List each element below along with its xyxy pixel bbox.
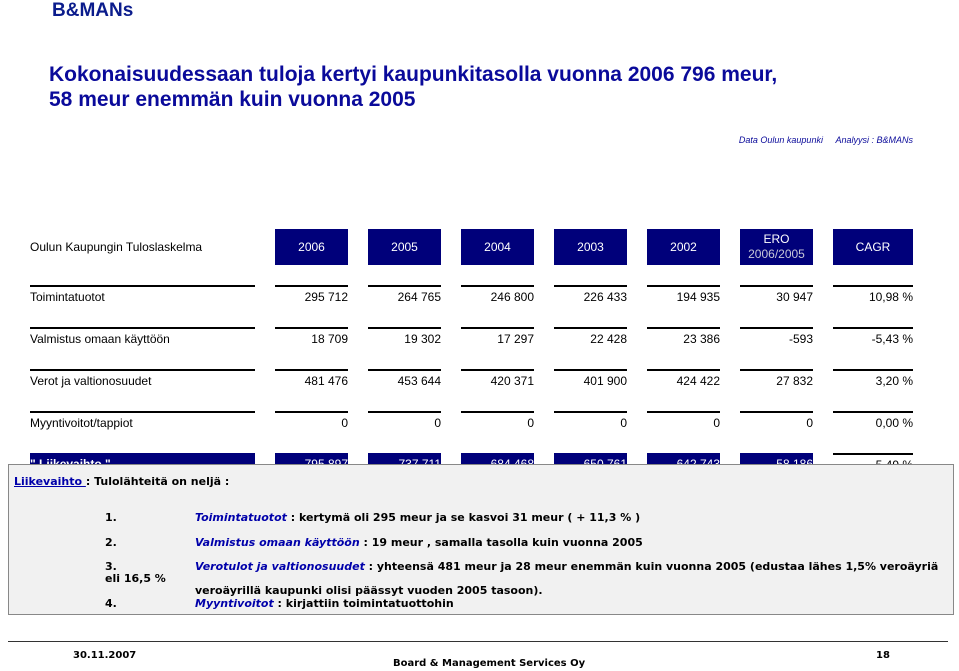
footer-divider [8,641,948,642]
note-keyword: Verotulot ja valtionosuudet [195,560,365,573]
note-keyword: Toimintatuotot [195,511,287,524]
note-item [105,512,950,524]
source-data: Data Oulun kaupunki [738,135,823,145]
cell: 246 800 [461,285,534,307]
notes-box [8,464,954,615]
source-analysis: Analyysi : B&MANs [835,135,913,145]
note-text-continued: veroäyrillä kaupunki olisi päässyt vuoden 2005 tasoon). [195,584,543,597]
ero-label: ERO [763,232,790,246]
notes-heading-keyword: Liikevaihto [14,475,86,488]
col-header: 2005 [368,229,441,265]
row-label: Toimintatuotot [30,285,255,307]
cell: 0 [275,411,348,433]
source-note [739,135,913,145]
table-row [30,369,913,391]
cell: 23 386 [647,327,720,349]
cell-cagr: -5,43 % [833,327,913,349]
note-number: 4. [105,597,117,610]
col-header-cagr: CAGR [833,229,913,265]
cell: 226 433 [554,285,627,307]
cell: 295 712 [275,285,348,307]
table-row [30,285,913,307]
col-header: 2003 [554,229,627,265]
footer-date: 30.11.2007 [73,650,137,661]
cell: 453 644 [368,369,441,391]
cell: 401 900 [554,369,627,391]
cell: 264 765 [368,285,441,307]
table-label: Oulun Kaupungin Tuloslaskelma [30,240,203,254]
row-label: Myyntivoitot/tappiot [30,411,255,433]
cell: 17 297 [461,327,534,349]
cell-cagr: 0,00 % [833,411,913,433]
cell: 0 [368,411,441,433]
ero-sub: 2006/2005 [748,247,805,261]
title-line-2: 58 meur enemmän kuin vuonna 2005 [49,88,416,111]
note-number: 3. [105,560,117,573]
col-header-ero [740,229,813,265]
page-number: 18 [876,650,890,661]
note-item [105,598,950,610]
row-label: Verot ja valtionosuudet [30,369,255,391]
cell: 18 709 [275,327,348,349]
note-text: : kertymä oli 295 meur ja se kasvoi 31 meur ( + 11,3 % ) [286,511,641,524]
cell-ero: 30 947 [740,285,813,307]
table-row [30,411,913,433]
note-item [105,561,950,597]
cell-cagr: 3,20 % [833,369,913,391]
col-header: 2002 [647,229,720,265]
cell: 424 422 [647,369,720,391]
note-text: : yhteensä 481 meur ja 28 meur enemmän kuin vuonna 2005 (edustaa lähes 1,5% veroäyriä eli 16,5 % [105,560,939,585]
title-line-1: Kokonaisuudessaan tuloja kertyi kaupunkitasolla vuonna 2006 796 meur, [49,63,778,86]
footer-company: Board & Management Services Oy [393,658,586,669]
page-title [49,62,777,112]
col-header: 2006 [275,229,348,265]
cell: 0 [554,411,627,433]
notes-heading-text: : Tulolähteitä on neljä : [85,475,230,488]
income-statement-table [30,229,913,475]
cell: 481 476 [275,369,348,391]
cell-ero: 0 [740,411,813,433]
table-row [30,327,913,349]
note-number: 2. [105,536,117,549]
note-text: : kirjattiin toimintatuottohin [273,597,454,610]
note-keyword: Valmistus omaan käyttöön [195,536,360,549]
notes-heading [14,475,229,488]
logo: B&MANs [52,0,134,21]
table-header-row [30,229,913,265]
cell: 0 [461,411,534,433]
cell-ero: -593 [740,327,813,349]
cell: 19 302 [368,327,441,349]
row-label: Valmistus omaan käyttöön [30,327,255,349]
cell-ero: 27 832 [740,369,813,391]
note-number: 1. [105,511,117,524]
cell: 194 935 [647,285,720,307]
note-text: : 19 meur , samalla tasolla kuin vuonna 2005 [359,536,643,549]
cell: 420 371 [461,369,534,391]
note-keyword: Myyntivoitot [195,597,274,610]
cell-cagr: 10,98 % [833,285,913,307]
cell: 0 [647,411,720,433]
col-header: 2004 [461,229,534,265]
cell: 22 428 [554,327,627,349]
note-item [105,537,950,549]
